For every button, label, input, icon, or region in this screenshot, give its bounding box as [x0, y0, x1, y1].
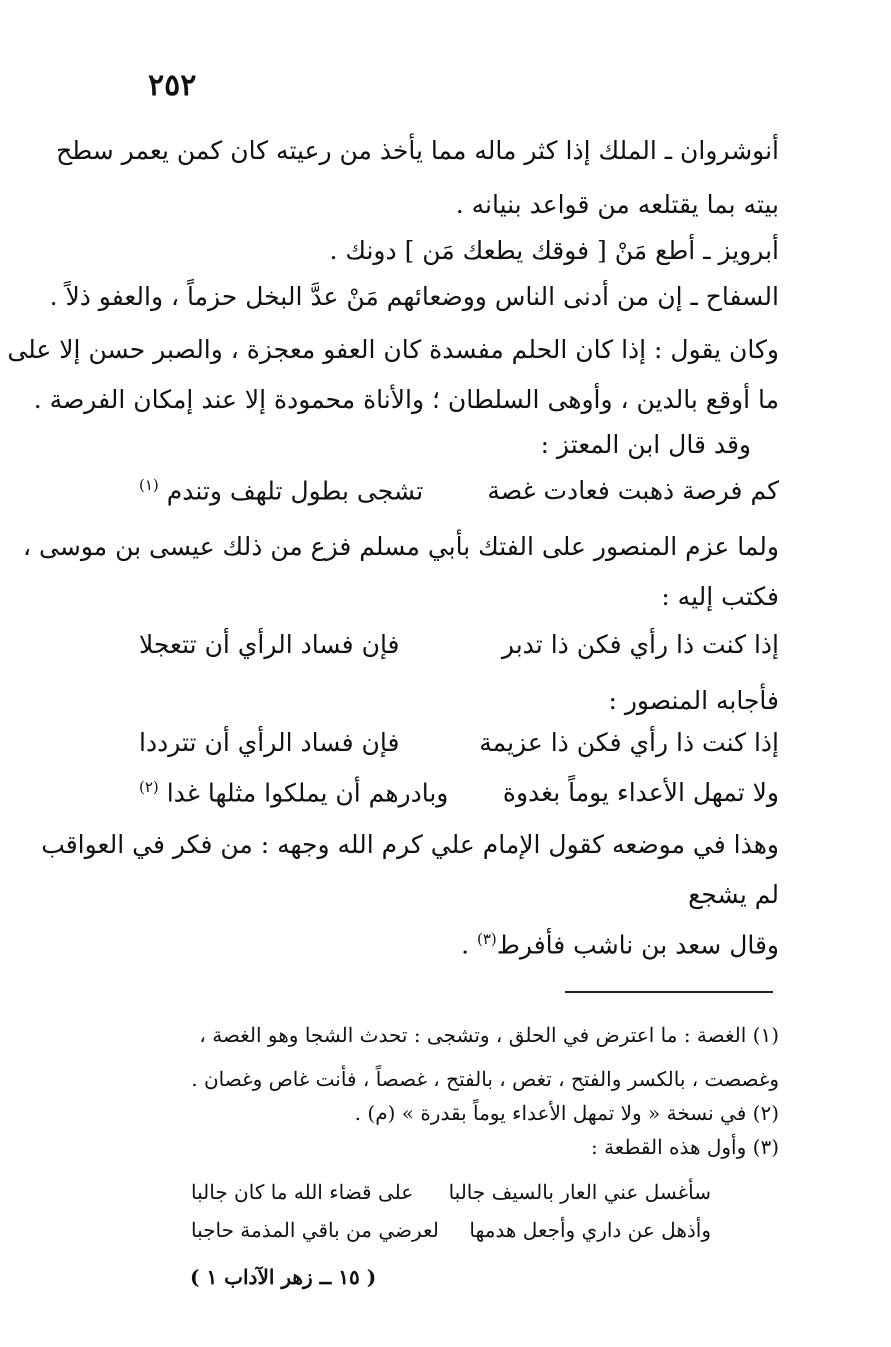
footnote-mark: (١)	[139, 476, 159, 494]
signature-mark: ( ١٥ ــ زهر الآداب ١ )	[190, 1265, 377, 1289]
verse-hemistich: ولا تمهل الأعداء يوماً بغدوة	[502, 778, 779, 807]
text-line: لم يشجع	[688, 880, 779, 909]
footnote-line: (٣) وأول هذه القطعة :	[590, 1135, 779, 1159]
verse-hemistich: وأذهل عن داري وأجعل هدمها	[469, 1218, 711, 1242]
verse-hemistich: فإن فساد الرأي أن تترددا	[139, 728, 400, 757]
footnote-verse	[191, 1180, 711, 1212]
verse-hemistich: على قضاء الله ما كان جالبا	[191, 1180, 414, 1204]
footnote-line: (٢) في نسخة « ولا تمهل الأعداء يوماً بقدرة » (م) .	[354, 1101, 779, 1125]
verse-line	[139, 728, 779, 768]
text-line: ما أوقع بالدين ، وأوهى السلطان ؛ والأناة محمودة إلا عند إمكان الفرصة .	[33, 385, 779, 414]
text-line: أبرويز ـ أطع مَنْ [ فوقك يطعك مَن ] دونك .	[329, 236, 779, 265]
verse-hemistich: إذا كنت ذا رأي فكن ذا عزيمة	[479, 728, 779, 757]
verse-hemistich: فإن فساد الرأي أن تتعجلا	[139, 630, 400, 659]
verse-hemistich	[139, 476, 423, 505]
text-fragment: وقال سعد بن ناشب فأفرط	[496, 930, 779, 960]
verse-hemistich: لعرضي من باقي المذمة حاجبا	[191, 1218, 439, 1242]
text-line	[119, 922, 779, 962]
verse-hemistich: كم فرصة ذهبت فعادت غصة	[487, 476, 779, 505]
text-line: السفاح ـ إن من أدنى الناس ووضعائهم مَنْ عدَّ البخل حزماً ، والعفو ذلاً .	[49, 282, 779, 311]
text-line: فكتب إليه :	[661, 582, 779, 611]
footnote-line: (١) الغصة : ما اعترض في الحلق ، وتشجى : تحدث الشجا وهو الغصة ،	[199, 1023, 779, 1047]
footnote-line: وغصصت ، بالكسر والفتح ، تغص ، بالفتح ، غصصاً ، فأنت غاص وغصان .	[191, 1067, 779, 1091]
page-number: ٢٥٢	[148, 68, 197, 103]
verse-hemistich	[139, 778, 448, 807]
footnote-mark: (٣)	[477, 930, 497, 948]
verse-line	[139, 476, 779, 516]
verse-line	[139, 630, 779, 670]
text-line: وقد قال ابن المعتز :	[540, 430, 751, 459]
verse-hemistich: إذا كنت ذا رأي فكن ذا تدبر	[501, 630, 779, 659]
footnote-mark: (٢)	[139, 778, 159, 796]
text-fragment: .	[461, 930, 477, 960]
text-line: فأجابه المنصور :	[608, 686, 779, 715]
verse-line	[139, 778, 779, 818]
text-line: وكان يقول : إذا كان الحلم مفسدة كان العفو معجزة ، والصبر حسن إلا على	[7, 335, 779, 364]
verse-hemistich: سأغسل عني العار بالسيف جالبا	[448, 1180, 711, 1204]
text-line: ولما عزم المنصور على الفتك بأبي مسلم فزع من ذلك عيسى بن موسى ،	[23, 532, 779, 561]
text-line: بيته بما يقتلعه من قواعد بنيانه .	[455, 190, 779, 219]
text-fragment: تشجى بطول تلهف وتندم	[166, 476, 424, 506]
text-line: أنوشروان ـ الملك إذا كثر ماله مما يأخذ من رعيته كان كمن يعمر سطح	[56, 136, 779, 165]
footnote-verse	[191, 1218, 711, 1250]
text-line: وهذا في موضعه كقول الإمام علي كرم الله وجهه : من فكر في العواقب	[41, 830, 779, 859]
footnote-separator	[565, 991, 773, 993]
text-fragment: وبادرهم أن يملكوا مثلها غدا	[166, 778, 449, 808]
